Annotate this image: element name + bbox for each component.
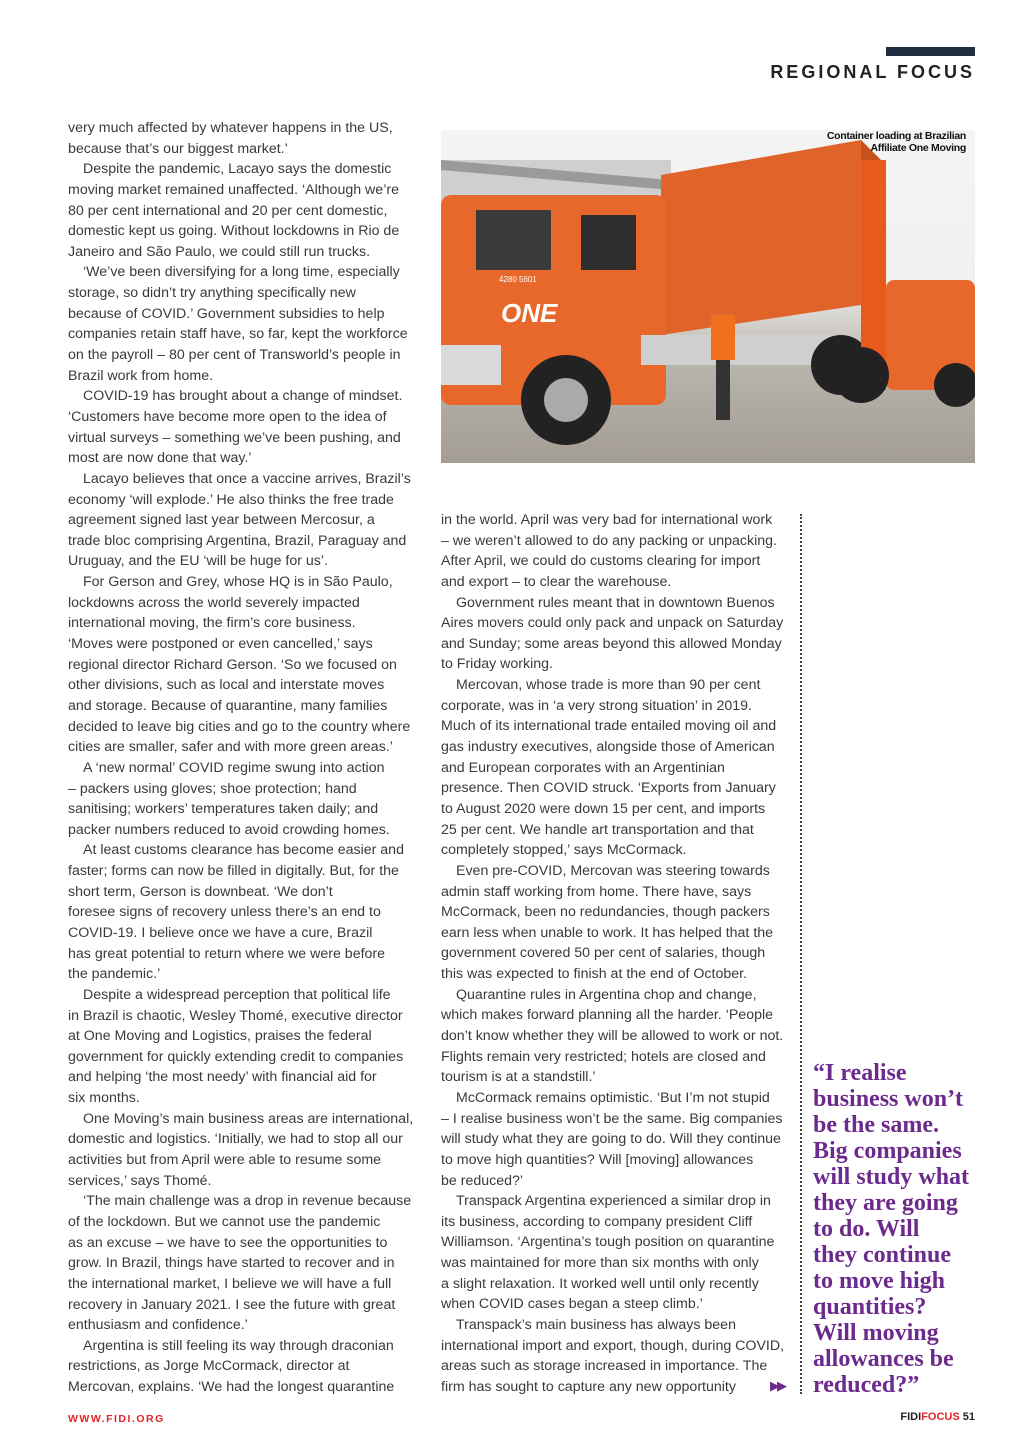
- text-line: very much affected by whatever happens in the US,: [68, 120, 393, 136]
- text-line: domestic kept us going. Without lockdowns in Rio de: [68, 223, 400, 240]
- text-line: which makes forward planning all the harder. ‘People: [441, 1007, 774, 1024]
- text-line: agreement signed last year between Mercosur, a: [68, 512, 375, 529]
- text-line: international moving, the firm’s core business.: [68, 615, 356, 632]
- footer-brand: [900, 1411, 975, 1423]
- text-line: Williamson. ‘Argentina’s tough position on quarantine: [441, 1234, 775, 1251]
- text-line: At least customs clearance has become easier and: [83, 842, 404, 859]
- text-line: gas industry executives, alongside those of American: [441, 739, 775, 756]
- text-line: A ‘new normal’ COVID regime swung into action: [83, 759, 385, 776]
- pull-quote-line: “I realise: [813, 1060, 907, 1086]
- text-line: faster; forms can now be filled in digitally. But, for the: [68, 863, 399, 880]
- brand-focus: FOCUS: [921, 1411, 960, 1423]
- text-line: – I realise business won’t be the same. Big companies: [441, 1110, 783, 1127]
- text-line: economy ‘will explode.’ He also thinks the free trade: [68, 491, 394, 508]
- text-line: ‘Customers have become more open to the idea of: [68, 408, 387, 425]
- text-line: Lacayo believes that once a vaccine arrives, Brazil’s: [83, 470, 411, 487]
- text-line: because of COVID.’ Government subsidies to help: [68, 305, 385, 322]
- text-line: Brazil work from home.: [68, 367, 214, 384]
- pull-quote-line: be the same.: [813, 1112, 939, 1138]
- text-line: ‘The main challenge was a drop in revenue because: [83, 1193, 412, 1210]
- text-line: Despite a widespread perception that political life: [83, 986, 391, 1003]
- text-line: 25 per cent. We handle art transportation and that: [441, 821, 754, 838]
- text-line: – we weren’t allowed to do any packing or unpacking.: [441, 532, 777, 549]
- text-line: government for quickly extending credit to companies: [68, 1048, 404, 1065]
- page-number: 51: [962, 1411, 975, 1423]
- caption-line: Affiliate One Moving: [870, 142, 966, 154]
- text-line: Mercovan, explains. ‘We had the longest quarantine: [68, 1379, 395, 1396]
- text-line: Flights remain very restricted; hotels are closed and: [441, 1048, 766, 1065]
- text-line: recovery in January 2021. I see the future with great: [68, 1296, 396, 1313]
- text-line: Despite the pandemic, Lacayo says the domestic: [83, 161, 392, 178]
- pull-quote-line: to move high: [813, 1268, 945, 1294]
- text-line: its business, according to company president Cliff: [441, 1213, 753, 1230]
- text-line: has great potential to return where we were before: [68, 945, 386, 962]
- text-line: will study what they are going to do. Will they continue: [441, 1131, 781, 1148]
- text-line: in Brazil is chaotic, Wesley Thomé, executive director: [68, 1007, 403, 1024]
- pull-quote-line: business won’t: [813, 1086, 964, 1112]
- text-line: earn less when unable to work. It has helped that the: [441, 924, 774, 941]
- text-line: Janeiro and São Paulo, we could still run trucks.: [68, 243, 371, 260]
- article-column-left: [68, 118, 418, 1398]
- text-line: decided to leave big cities and go to the country where: [68, 718, 411, 735]
- footer-url[interactable]: WWW.FIDI.ORG: [68, 1413, 165, 1425]
- truck-logo-text: ONE: [501, 298, 558, 328]
- text-line: the international market, I believe we will have a full: [68, 1275, 392, 1292]
- text-line: Argentina is still feeling its way through draconian: [83, 1337, 394, 1354]
- text-line: government covered 50 per cent of salaries, though: [441, 945, 766, 962]
- text-line: enthusiasm and confidence.’: [68, 1317, 248, 1334]
- pull-quote-line: they continue: [813, 1242, 951, 1268]
- text-line: companies retain staff have, so far, kept the workforce: [68, 326, 408, 343]
- dotted-divider: [800, 514, 802, 1394]
- truck-photo-illustration: [441, 130, 975, 463]
- text-line: don’t know whether they will be allowed to work or not.: [441, 1028, 784, 1045]
- text-line: corporate, was in ‘a very strong situation’ in 2019.: [441, 697, 752, 714]
- text-line: to move high quantities? Will [moving] allowances: [441, 1151, 754, 1168]
- text-line: One Moving’s main business areas are international,: [83, 1110, 414, 1127]
- text-line: other divisions, such as local and interstate moves: [68, 677, 385, 694]
- text-line: when COVID cases began a steep climb.’: [441, 1296, 703, 1313]
- text-line: storage, so didn’t try anything specifically new: [68, 285, 356, 302]
- text-line: McCormack remains optimistic. ‘But I’m not stupid: [456, 1089, 770, 1106]
- text-line: was maintained for more than six months with only: [441, 1255, 759, 1272]
- text-line: and helping ‘the most needy’ with financial aid for: [68, 1069, 377, 1086]
- text-line: virtual surveys – something we’ve been pushing, and: [68, 429, 401, 446]
- text-line: firm has sought to capture any new opportunity: [441, 1378, 736, 1395]
- text-line: and storage. Because of quarantine, many families: [68, 697, 388, 714]
- pull-quote: [813, 1060, 983, 1398]
- section-title: REGIONAL FOCUS: [770, 62, 975, 82]
- pull-quote-line: to do. Will: [813, 1216, 920, 1242]
- text-line: to Friday working.: [441, 656, 553, 673]
- brand-fidi: FIDI: [900, 1411, 922, 1423]
- text-line: lockdowns across the world severely impacted: [68, 594, 360, 611]
- text-line: to August 2020 were down 15 per cent, and imports: [441, 800, 766, 817]
- text-line: completely stopped,’ says McCormack.: [441, 842, 687, 859]
- text-line: admin staff working from home. There have, says: [441, 883, 752, 900]
- text-line: and Sunday; some areas beyond this allowed Monday: [441, 635, 782, 652]
- text-line: areas such as storage increased in importance. The: [441, 1358, 768, 1375]
- text-line: 80 per cent international and 20 per cent domestic,: [68, 202, 388, 219]
- text-line: Government rules meant that in downtown Buenos: [456, 594, 775, 611]
- header-accent-bar: [886, 47, 975, 56]
- text-line: six months.: [68, 1090, 140, 1107]
- text-line: After April, we could do customs clearing for import: [441, 553, 761, 570]
- text-line: international import and export, though, during COVID,: [441, 1337, 785, 1354]
- text-line: McCormack, been no redundancies, though packers: [441, 904, 770, 921]
- text-line: be reduced?’: [441, 1172, 524, 1189]
- text-line: and export – to clear the warehouse.: [441, 573, 672, 590]
- text-line: a slight relaxation. It worked well until only recently: [441, 1275, 759, 1292]
- text-line: most are now done that way.’: [68, 450, 252, 467]
- text-line: grow. In Brazil, things have started to recover and in: [68, 1255, 395, 1272]
- pull-quote-line: Big companies: [813, 1138, 962, 1164]
- continue-arrow-icon: ▶▶: [770, 1378, 784, 1393]
- text-line: moving market remained unaffected. ‘Although we’re: [68, 181, 399, 198]
- text-line: For Gerson and Grey, whose HQ is in São Paulo,: [83, 574, 393, 591]
- caption-line: Container loading at Brazilian: [826, 130, 966, 142]
- photo-caption: [827, 130, 975, 158]
- text-line: short term, Gerson is downbeat. ‘We don’t: [68, 883, 333, 900]
- text-line: as an excuse – we have to see the opportunities to: [68, 1234, 388, 1251]
- text-line: tourism is at a standstill.’: [441, 1069, 596, 1086]
- text-line: restrictions, as Jorge McCormack, director at: [68, 1358, 350, 1375]
- text-line: ‘Moves were postponed or even cancelled,’ says: [68, 636, 373, 653]
- text-line: sanitising; workers’ temperatures taken daily; and: [68, 801, 379, 818]
- text-line: Quarantine rules in Argentina chop and change,: [456, 986, 757, 1003]
- text-line: Much of its international trade entailed moving oil and: [441, 718, 777, 735]
- text-line: in the world. April was very bad for international work: [441, 512, 773, 528]
- text-line: Transpack’s main business has always been: [456, 1316, 736, 1333]
- pull-quote-line: Will moving: [813, 1320, 939, 1346]
- text-line: – packers using gloves; shoe protection; hand: [68, 780, 357, 797]
- text-line: Uruguay, and the EU ‘will be huge for us’.: [68, 553, 328, 570]
- text-line: of the lockdown. But we cannot use the pandemic: [68, 1213, 381, 1230]
- text-line: cities are smaller, safer and with more green areas.’: [68, 739, 393, 756]
- text-line: this was expected to finish at the end of October.: [441, 966, 748, 983]
- text-line: ‘We’ve been diversifying for a long time, especially: [83, 264, 400, 281]
- truck-phone-text: 4280 5601: [499, 275, 537, 284]
- article-column-middle: [441, 510, 791, 1398]
- text-line: foresee signs of recovery unless there’s an end to: [68, 904, 381, 921]
- pull-quote-line: quantities?: [813, 1294, 927, 1320]
- text-line: Transpack Argentina experienced a similar drop in: [456, 1193, 771, 1210]
- text-line: regional director Richard Gerson. ‘So we focused on: [68, 656, 397, 673]
- text-line: because that’s our biggest market.’: [68, 140, 288, 157]
- text-line: trade bloc comprising Argentina, Brazil, Paraguay and: [68, 532, 407, 549]
- text-line: packer numbers reduced to avoid crowding homes.: [68, 821, 390, 838]
- text-line: and European corporates with an Argentinian: [441, 759, 725, 776]
- text-line: Mercovan, whose trade is more than 90 per cent: [456, 677, 761, 694]
- text-line: Aires movers could only pack and unpack on Saturday: [441, 615, 784, 632]
- text-line: Even pre-COVID, Mercovan was steering towards: [456, 862, 770, 879]
- text-line: on the payroll – 80 per cent of Transworld’s people in: [68, 347, 401, 364]
- pull-quote-line: allowances be: [813, 1346, 954, 1372]
- text-line: COVID-19. I believe once we have a cure, Brazil: [68, 924, 373, 941]
- text-line: activities but from April were able to resume some: [68, 1152, 382, 1169]
- text-line: the pandemic.’: [68, 966, 161, 983]
- text-line: COVID-19 has brought about a change of mindset.: [83, 388, 403, 405]
- text-line: presence. Then COVID struck. ‘Exports from January: [441, 780, 776, 797]
- text-line: at One Moving and Logistics, praises the federal: [68, 1028, 372, 1045]
- text-line: services,’ says Thomé.: [68, 1172, 212, 1189]
- pull-quote-line: they are going: [813, 1190, 958, 1216]
- pull-quote-line: reduced?”: [813, 1372, 920, 1398]
- article-photo: [441, 130, 975, 463]
- pull-quote-line: will study what: [813, 1164, 970, 1190]
- text-line: domestic and logistics. ‘Initially, we had to stop all our: [68, 1131, 403, 1148]
